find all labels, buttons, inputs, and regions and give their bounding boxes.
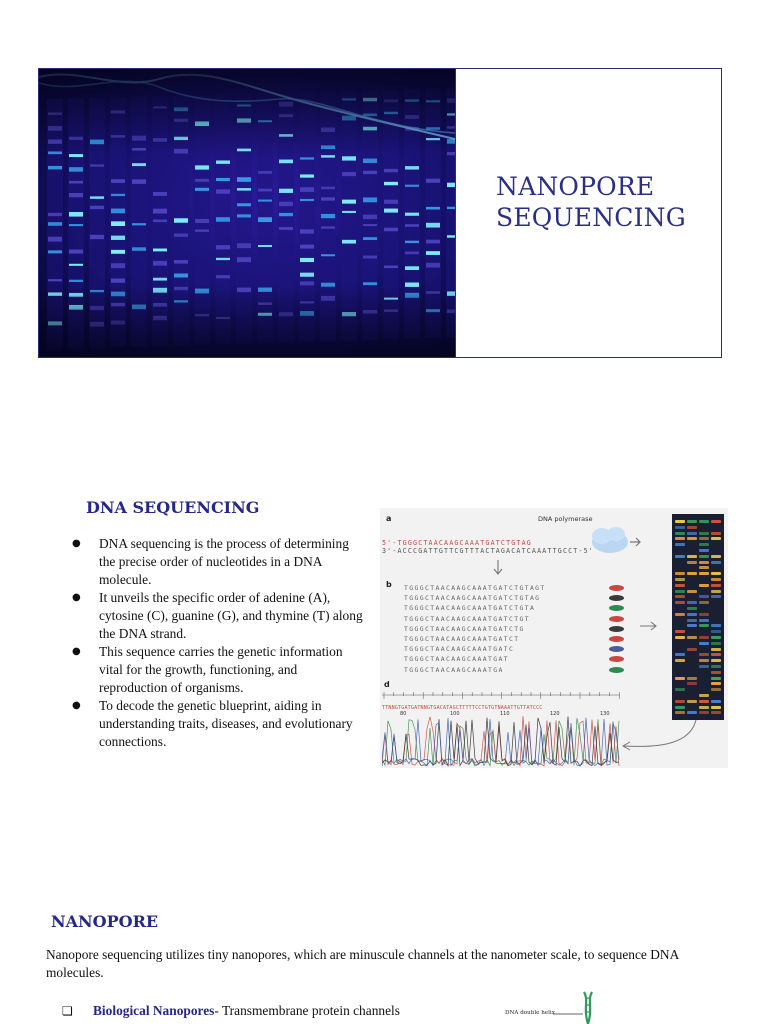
gel-band xyxy=(675,677,685,680)
gel-band xyxy=(711,590,721,593)
gel-band xyxy=(687,711,697,714)
fragment-sequence: TGGGCTAACAAGCAAATGATCT xyxy=(404,635,520,643)
gel-band xyxy=(675,711,685,714)
gel-band xyxy=(711,682,721,685)
gel-band xyxy=(687,601,697,604)
gel-band xyxy=(675,601,685,604)
gel-band xyxy=(711,648,721,651)
gel-band xyxy=(699,700,709,703)
list-item: ● This sequence carries the genetic information vital for the growth, functioning, and reproduction of organisms. xyxy=(62,643,367,697)
dye-dot xyxy=(609,605,624,611)
gel-band xyxy=(687,613,697,616)
template-strand-top: 5'-TGGGCTAACAAGCAAATGATCTGTAG xyxy=(382,539,532,547)
gel-band xyxy=(711,578,721,581)
dye-dot xyxy=(609,595,624,601)
gel-band xyxy=(711,659,721,662)
polymerase-label: DNA polymerase xyxy=(538,515,593,523)
right-arrow-icon xyxy=(640,620,658,632)
dna-gel-illustration xyxy=(39,69,455,357)
trace-base-calls: TTNNGTGATGATNNGTGACATAGCTTTTTCCTGTGTNAAATTGTTATCCC xyxy=(382,705,543,711)
gel-band xyxy=(711,572,721,575)
dna-helix-icon xyxy=(553,990,593,1024)
gel-band xyxy=(687,520,697,523)
chromatogram-trace xyxy=(382,690,622,768)
dye-dot xyxy=(609,626,624,632)
title-line-2: SEQUENCING xyxy=(496,203,686,232)
trace-tick-label: 130 xyxy=(600,711,610,717)
gel-band xyxy=(675,520,685,523)
nanopore-paragraph: Nanopore sequencing utilizes tiny nanopores, which are minuscule channels at the nanometer scale, to sequence DNA molecules. xyxy=(46,947,679,980)
biological-nanopores-item xyxy=(62,1002,482,1020)
item-term: Biological Nanopores- xyxy=(93,1003,219,1018)
gel-band xyxy=(687,537,697,540)
gel-band xyxy=(699,636,709,639)
nanopore-heading: NANOPORE xyxy=(51,912,159,931)
dna-gel-hero-image xyxy=(39,69,455,357)
list-item xyxy=(62,1002,482,1020)
gel-band xyxy=(711,595,721,598)
gel-band xyxy=(687,682,697,685)
dna-bullet-list xyxy=(62,535,367,751)
gel-band xyxy=(699,659,709,662)
fragment-sequence: TGGGCTAACAAGCAAATGATCTGTAG xyxy=(404,594,541,603)
gel-band xyxy=(675,584,685,587)
gel-band xyxy=(675,578,685,581)
trace-tick-label: 100 xyxy=(450,711,460,717)
list-item: ● DNA sequencing is the process of determining the precise order of nucleotides in a DNA molecule. xyxy=(62,535,367,589)
gel-band xyxy=(687,590,697,593)
gel-band xyxy=(699,532,709,535)
gel-band xyxy=(675,636,685,639)
title-slide xyxy=(38,68,722,358)
curved-arrow-icon xyxy=(620,718,700,758)
gel-band xyxy=(699,520,709,523)
gel-band xyxy=(699,549,709,552)
gel-band xyxy=(675,537,685,540)
helix-label: DNA double helix xyxy=(505,1010,555,1016)
gel-band xyxy=(711,677,721,680)
gel-band xyxy=(711,561,721,564)
fragment-sequence: TGGGCTAACAAGCAAATGA xyxy=(404,665,504,674)
dye-dot xyxy=(609,656,624,662)
gel-band xyxy=(675,526,685,529)
gel-band xyxy=(711,636,721,639)
gel-band xyxy=(711,624,721,627)
title-line-1: NANOPORE xyxy=(496,172,655,201)
panel-b-label: b xyxy=(386,580,392,589)
gel-band xyxy=(699,613,709,616)
gel-band xyxy=(675,706,685,709)
gel-band xyxy=(699,584,709,587)
list-item: ● To decode the genetic blueprint, aiding in understanding traits, diseases, and evolutionary connections. xyxy=(62,697,367,751)
gel-band xyxy=(699,624,709,627)
panel-a-label: a xyxy=(386,514,392,523)
gel-band xyxy=(699,595,709,598)
gel-band xyxy=(687,607,697,610)
fragment-sequence: TGGGCTAACAAGCAAATGATCTGTAGT xyxy=(404,584,546,592)
fragment-sequence: TGGGCTAACAAGCAAATGATCTGT xyxy=(404,614,530,623)
list-item: ● It unveils the specific order of adenine (A), cytosine (C), guanine (G), and thymine (T) along the DNA strand. xyxy=(62,589,367,643)
gel-band xyxy=(675,595,685,598)
gel-band xyxy=(687,636,697,639)
gel-band xyxy=(699,561,709,564)
item-text: Transmembrane protein channels xyxy=(218,1003,400,1018)
gel-band xyxy=(711,537,721,540)
gel-band xyxy=(687,532,697,535)
gel-band xyxy=(687,555,697,558)
dna-double-helix-figure xyxy=(505,990,645,1024)
title-panel xyxy=(455,69,721,357)
gel-band xyxy=(711,520,721,523)
trace-tick-label: 120 xyxy=(550,711,560,717)
fragment-sequence: TGGGCTAACAAGCAAATGATCTGTA xyxy=(404,604,536,613)
gel-band xyxy=(699,566,709,569)
trace-tick-label: 110 xyxy=(500,711,510,717)
gel-band xyxy=(711,711,721,714)
gel-band xyxy=(711,671,721,674)
dye-dot xyxy=(609,646,624,652)
trace-tick-label: 80 xyxy=(400,711,407,717)
fragment-sequence: TGGGCTAACAAGCAAATGATCTG xyxy=(404,624,525,633)
fragment-sequence: TGGGCTAACAAGCAAATGATC xyxy=(404,645,515,654)
gel-band xyxy=(687,700,697,703)
dye-dot xyxy=(609,585,624,591)
gel-band xyxy=(711,700,721,703)
gel-band xyxy=(687,648,697,651)
slide-title xyxy=(496,171,686,233)
template-strand-bottom: 3'-ACCCGATTGTTCGTTTACTAGACATCAAATTGCCT-5' xyxy=(382,547,594,555)
gel-band xyxy=(675,630,685,633)
gel-band xyxy=(711,642,721,645)
gel-band xyxy=(699,665,709,668)
gel-band xyxy=(699,555,709,558)
gel-band xyxy=(675,555,685,558)
sanger-sequencing-figure xyxy=(380,508,728,768)
gel-band xyxy=(675,659,685,662)
gel-band xyxy=(711,630,721,633)
dna-sequencing-heading: DNA SEQUENCING xyxy=(86,498,260,517)
gel-band xyxy=(711,653,721,656)
gel-band xyxy=(699,619,709,622)
gel-band xyxy=(675,700,685,703)
gel-band xyxy=(711,532,721,535)
gel-band xyxy=(699,642,709,645)
gel-band xyxy=(675,688,685,691)
gel-band xyxy=(699,537,709,540)
gel-band xyxy=(687,624,697,627)
gel-band xyxy=(699,706,709,709)
gel-band xyxy=(687,677,697,680)
down-arrow-icon xyxy=(492,560,504,576)
gel-band xyxy=(699,653,709,656)
gel-band xyxy=(711,688,721,691)
gel-band xyxy=(675,590,685,593)
gel-band xyxy=(675,613,685,616)
gel-band xyxy=(711,584,721,587)
gel-band xyxy=(687,572,697,575)
gel-band xyxy=(687,526,697,529)
fragment-sequence: TGGGCTAACAAGCAAATGAT xyxy=(404,655,509,664)
gel-band xyxy=(711,555,721,558)
gel-band xyxy=(675,543,685,546)
gel-band xyxy=(699,543,709,546)
checkbox-bullet-icon: ❏ xyxy=(62,1004,73,1018)
gel-band xyxy=(687,561,697,564)
gel-band xyxy=(675,572,685,575)
gel-band xyxy=(711,665,721,668)
dye-dot xyxy=(609,667,624,673)
gel-band xyxy=(675,653,685,656)
gel-band xyxy=(699,711,709,714)
gel-band xyxy=(687,619,697,622)
gel-band xyxy=(675,532,685,535)
capillary-gel-lanes xyxy=(672,514,724,720)
gel-band xyxy=(699,572,709,575)
dye-dot xyxy=(609,616,624,622)
gel-band xyxy=(699,601,709,604)
gel-band xyxy=(699,694,709,697)
gel-band xyxy=(711,706,721,709)
panel-d-label: d xyxy=(384,680,390,689)
dye-dot xyxy=(609,636,624,642)
